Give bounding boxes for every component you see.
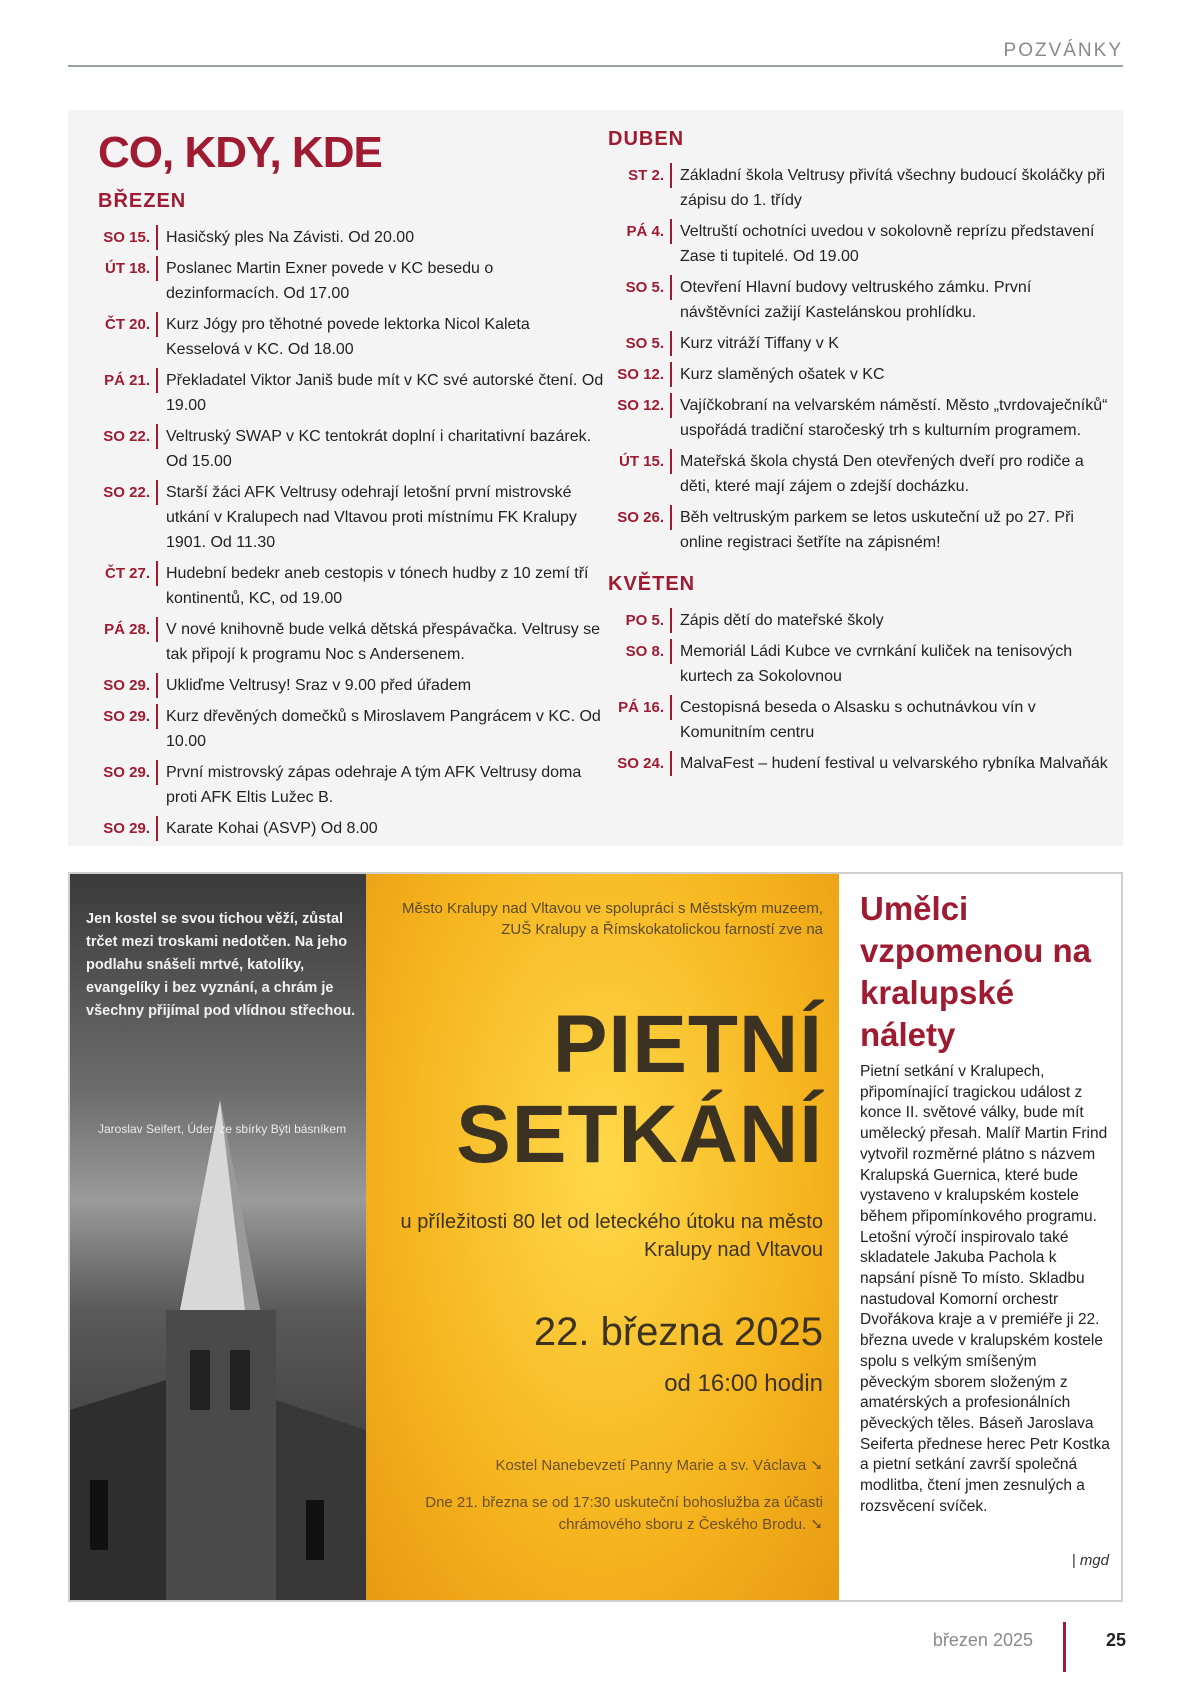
poster-time: od 16:00 hodin: [664, 1370, 823, 1397]
event-text: Mateřská škola chystá Den otevřených dveří pro rodiče a děti, které mají zájem o zdejší docházku.: [680, 453, 1084, 495]
article: [860, 888, 1110, 1517]
event-item: [98, 368, 608, 418]
event-text: Otevření Hlavní budovy veltruského zámku. První návštěvníci zažijí Kastelánskou prohlídku.: [680, 279, 1032, 321]
event-item: [608, 751, 1108, 776]
footer-issue: březen 2025: [932, 1630, 1033, 1650]
footer-divider: [1063, 1622, 1066, 1672]
event-date: SO 5.: [608, 275, 672, 300]
event-item: [608, 275, 1108, 325]
event-item: [98, 312, 608, 362]
event-item: [98, 760, 608, 810]
event-text: Vajíčkobraní na velvarském náměstí. Město „tvrdovaječníků“ uspořádá tradiční staročeský trh s kulturním programem.: [680, 397, 1108, 439]
event-text: Veltruští ochotníci uvedou v sokolovně reprízu představení Zase ti tupitelé. Od 19.00: [680, 223, 1095, 265]
poster-quote: Jen kostel se svou tichou věží, zůstal trčet mezi troskami nedotčen. Na jeho podlahu snášeli mrtvé, katolíky, evangelíky i bez vyznání, a chrám je všechny přijímal pod vlídnou střechou.: [86, 911, 356, 1019]
event-text: V nové knihovně bude velká dětská přespávačka. Veltrusy se tak připojí k programu Noc s Andersenem.: [166, 621, 601, 663]
poster-occasion: u příležitosti 80 let od leteckého útoku na město Kralupy nad Vltavou: [400, 1211, 823, 1261]
event-date: ÚT 15.: [608, 449, 672, 474]
article-body: Pietní setkání v Kralupech, připomínající tragickou událost z konce II. světové války, bude mít umělecký přesah. Malíř Martin Frind vytvořil rozměrné plátno s názvem Kralupská Guernica, které bude vystaveno v kralupském kostele během připomínkového programu. Letošní výročí inspirovalo také skladatele Jakuba Pachola k napsání písně To místo. Skladbu nastudoval Komorní orchestr Dvořákova kraje a v premiéře ji 22. března uvede v kralupském kostele spolu s velkým smíšeným pěveckým sborem složeným z amatérských a profesionálních pěveckých těles. Báseň Jaroslava Seiferta přednese herec Petr Kostka a pietní setkání završí společná modlitba, čtení jmen zesnulých a rozsvěcení svíček.: [860, 1063, 1110, 1515]
event-text: Kurz slaměných ošatek v KC: [680, 366, 885, 383]
poster-title: [456, 1000, 823, 1180]
event-date: SO 22.: [98, 480, 158, 505]
event-text: Hasičský ples Na Závisti. Od 20.00: [166, 229, 415, 246]
event-item: [608, 163, 1108, 213]
event-date: SO 29.: [98, 704, 158, 729]
poster-date: 22. března 2025: [533, 1310, 823, 1354]
event-text: Hudební bedekr aneb cestopis v tónech hudby z 10 zemí tří kontinentů, KC, od 19.00: [166, 565, 589, 607]
event-item: [98, 561, 608, 611]
event-text: MalvaFest – hudení festival u velvarského rybníka Malvaňák: [680, 755, 1108, 772]
event-text: Základní škola Veltrusy přivítá všechny budoucí školáčky při zápisu do 1. třídy: [680, 167, 1106, 209]
section-label: POZVÁNKY: [1003, 40, 1123, 61]
event-date: SO 29.: [98, 760, 158, 785]
event-text: Karate Kohai (ASVP) Od 8.00: [166, 820, 378, 837]
event-item: [608, 449, 1108, 499]
event-date: SO 12.: [608, 362, 672, 387]
event-item: [608, 505, 1108, 555]
event-text: Kurz dřevěných domečků s Miroslavem Pangrácem v KC. Od 10.00: [166, 708, 601, 750]
event-date: PÁ 21.: [98, 368, 158, 393]
church-image: [70, 1080, 366, 1600]
event-item: [608, 608, 1108, 633]
event-date: ÚT 18.: [98, 256, 158, 281]
article-signature: | mgd: [1071, 1552, 1109, 1569]
event-date: ČT 20.: [98, 312, 158, 337]
event-text: Starší žáci AFK Veltrusy odehrají letošní první mistrovské utkání v Kralupech nad Vltavou proti místnímu FK Kralupy 1901. Od 11.30: [166, 484, 577, 551]
event-text: První mistrovský zápas odehraje A tým AFK Veltrusy doma proti AFK Eltis Lužec B.: [166, 764, 582, 806]
article-title: Umělci vzpomenou na kralupské nálety: [860, 890, 1092, 1053]
event-text: Kurz Jógy pro těhotné povede lektorka Nicol Kaleta Kesselová v KC. Od 18.00: [166, 316, 530, 358]
event-item: [98, 617, 608, 667]
poster-photo-panel: [70, 874, 366, 1600]
event-item: [608, 219, 1108, 269]
event-text: Poslanec Martin Exner povede v KC besedu o dezinformacích. Od 17.00: [166, 260, 494, 302]
event-date: SO 12.: [608, 393, 672, 418]
event-item: [98, 673, 608, 698]
event-text: Memoriál Ládi Kubce ve cvrnkání kuliček na tenisových kurtech za Sokolovnou: [680, 643, 1073, 685]
event-date: SO 29.: [98, 816, 158, 841]
events-column-right: [608, 128, 1108, 782]
event-item: [608, 393, 1108, 443]
poster-invitation-panel: [366, 874, 839, 1600]
event-date: SO 29.: [98, 673, 158, 698]
poster-venue: Kostel Nanebevzetí Panny Marie a sv. Václava ➘: [495, 1457, 823, 1474]
event-date: SO 26.: [608, 505, 672, 530]
month-heading-may: KVĚTEN: [608, 573, 696, 595]
month-heading-april: DUBEN: [608, 128, 685, 150]
event-date: PO 5.: [608, 608, 672, 633]
page-number: 25: [1106, 1630, 1127, 1650]
event-date: SO 5.: [608, 331, 672, 356]
events-box: [68, 110, 1123, 846]
poster-mass-note: Dne 21. března se od 17:30 uskuteční bohoslužba za účasti chrámového sboru z Českého Brodu. ➘: [425, 1494, 823, 1533]
month-heading-march: BŘEZEN: [98, 190, 187, 212]
event-date: SO 8.: [608, 639, 672, 664]
events-title: CO, KDY, KDE: [98, 128, 382, 177]
event-item: [608, 362, 1108, 387]
event-date: SO 24.: [608, 751, 672, 776]
event-text: Kurz vitráží Tiffany v K: [680, 335, 839, 352]
event-item: [98, 704, 608, 754]
event-date: PÁ 16.: [608, 695, 672, 720]
event-date: PÁ 28.: [98, 617, 158, 642]
event-item: [98, 480, 608, 555]
poster-intro: Město Kralupy nad Vltavou ve spolupráci s Městským muzeem, ZUŠ Kralupy a Římskokatolickou farností zve na: [401, 900, 823, 938]
event-text: Překladatel Viktor Janiš bude mít v KC své autorské čtení. Od 19.00: [166, 372, 604, 414]
poster-title-line-1: PIETNÍ: [552, 999, 823, 1090]
event-item: [608, 695, 1108, 745]
event-date: PÁ 4.: [608, 219, 672, 244]
event-item: [608, 639, 1108, 689]
event-date: ST 2.: [608, 163, 672, 188]
poster-title-line-2: SETKÁNÍ: [456, 1089, 823, 1180]
event-item: [98, 816, 608, 841]
event-date: ČT 27.: [98, 561, 158, 586]
event-text: Ukliďme Veltrusy! Sraz v 9.00 před úřadem: [166, 677, 472, 694]
event-date: SO 15.: [98, 225, 158, 250]
events-column-left: [98, 190, 608, 847]
event-text: Zápis dětí do mateřské školy: [680, 612, 884, 629]
event-date: SO 22.: [98, 424, 158, 449]
poster-quote-author: Jaroslav Seifert, Úder, ze sbírky Býti básníkem: [98, 1122, 347, 1136]
event-text: Běh veltruským parkem se letos uskuteční už po 27. Při online registraci šetříte na zápisném!: [680, 509, 1074, 551]
event-text: Veltruský SWAP v KC tentokrát doplní i charitativní bazárek. Od 15.00: [166, 428, 592, 470]
event-item: [98, 256, 608, 306]
event-text: Cestopisná beseda o Alsasku s ochutnávkou vín v Komunitním centru: [680, 699, 1036, 741]
feature-box: [68, 872, 1123, 1602]
event-item: [98, 225, 608, 250]
top-rule: [68, 65, 1123, 67]
event-item: [98, 424, 608, 474]
event-item: [608, 331, 1108, 356]
